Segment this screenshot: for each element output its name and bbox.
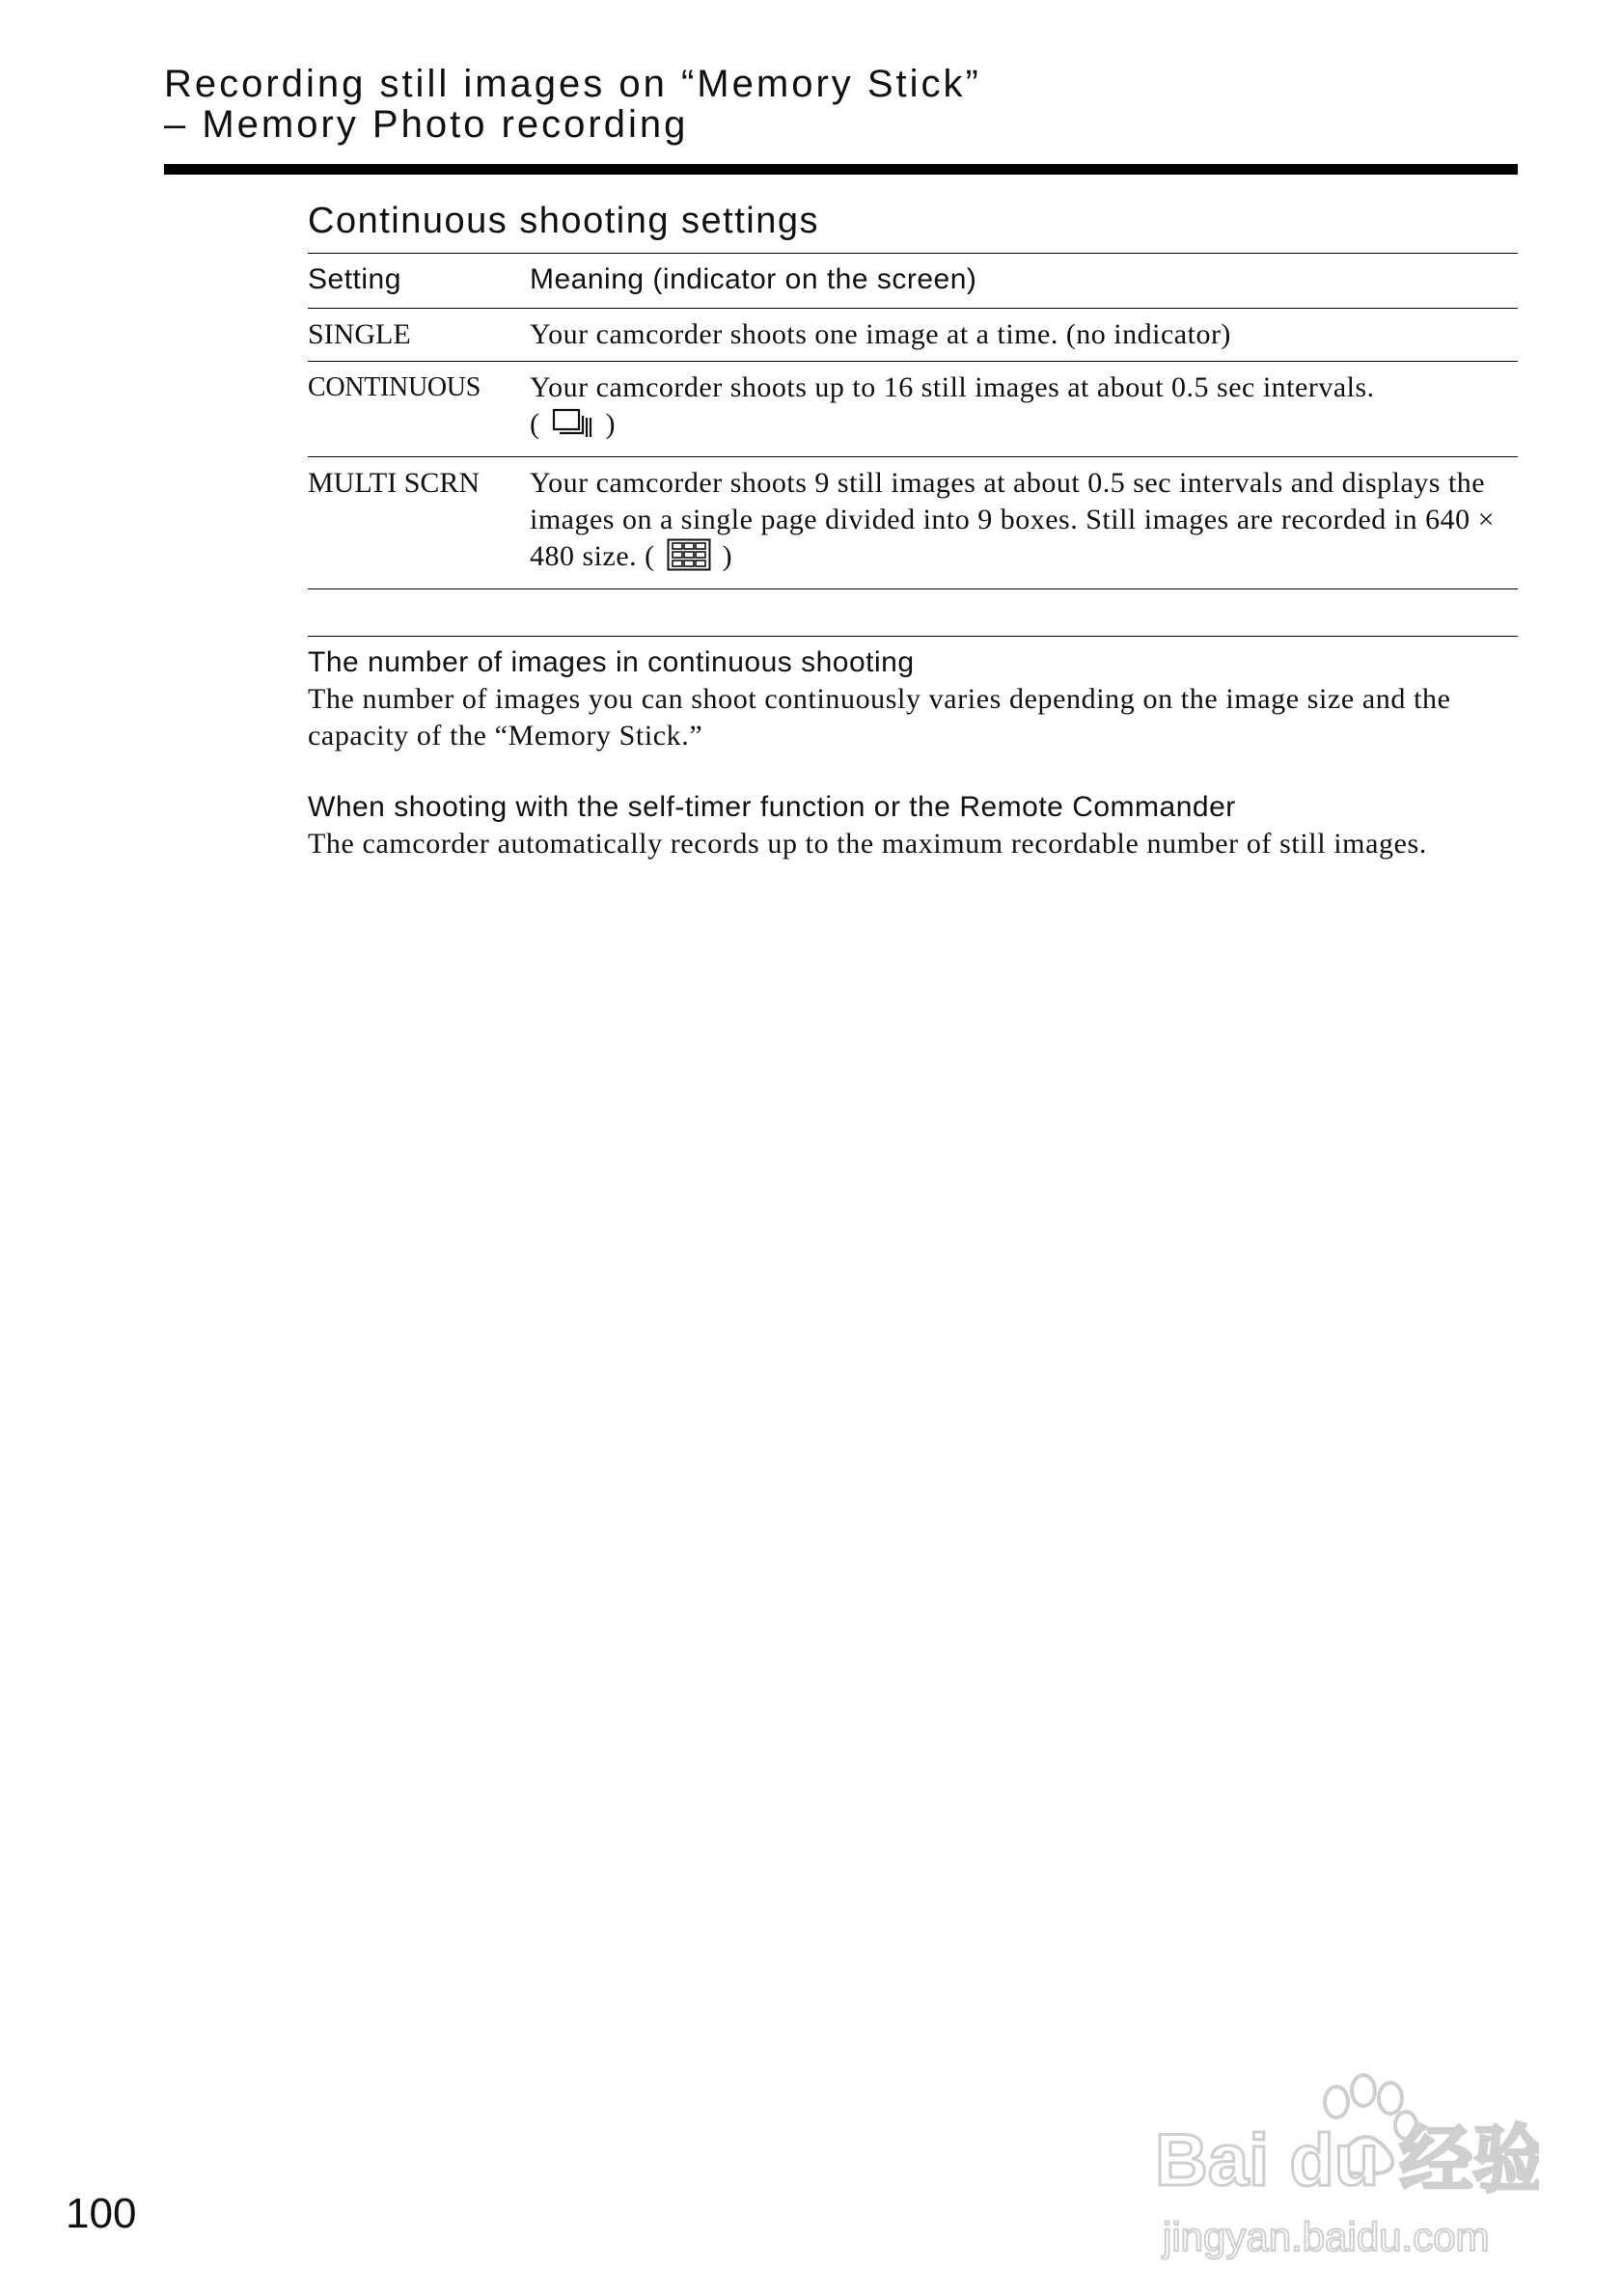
note-body: The camcorder automatically records up to the maximum recordable number of still images.: [308, 828, 1427, 860]
indicator-open-paren: (: [645, 540, 655, 572]
table-row: [308, 457, 1518, 589]
indicator-close-paren: ): [605, 408, 616, 440]
note-body: The number of images you can shoot continuously varies depending on the image size and the capacity of the “Memory Stick.”: [308, 683, 1451, 752]
indicator-close-paren: ): [722, 540, 733, 572]
indicator-open-paren: (: [530, 408, 540, 440]
continuous-icon: [552, 408, 594, 449]
note-title: The number of images in continuous shooting: [308, 646, 915, 678]
watermark-brand-text: Bai du 经验: [1155, 2119, 1539, 2201]
baidu-watermark: [1153, 2069, 1539, 2262]
table-header-setting: Setting: [308, 263, 401, 295]
meaning-single: Your camcorder shoots one image at a time. (no indicator): [530, 318, 1231, 350]
table-row: [308, 309, 1518, 362]
header-title-line1: Recording still images on “Memory Stick”: [164, 63, 981, 105]
note-continuous-count: [308, 644, 1518, 754]
meaning-multi-scrn-text: Your camcorder shoots 9 still images at about 0.5 sec intervals and displays the images on a single page divided into 9 boxes. Still images are recorded in 640 × 480 size.: [530, 467, 1496, 572]
baidu-paw-icon: [1153, 2069, 1539, 2262]
watermark-url-text: jingyan.baidu.com: [1163, 2214, 1490, 2259]
meaning-continuous-text: Your camcorder shoots up to 16 still images at about 0.5 sec intervals.: [530, 371, 1375, 403]
main-content: [308, 199, 1518, 862]
settings-table: [308, 253, 1518, 589]
page-header: [164, 64, 1525, 145]
section-title: Continuous shooting settings: [308, 201, 819, 241]
note-title: When shooting with the self-timer function or the Remote Commander: [308, 791, 1236, 823]
page-number: 100: [66, 2190, 137, 2237]
header-title-line2: – Memory Photo recording: [164, 103, 689, 146]
multi-screen-icon: [667, 538, 711, 581]
table-header-row: [308, 254, 1518, 309]
table-header-meaning: Meaning (indicator on the screen): [530, 263, 977, 295]
table-row: [308, 362, 1518, 457]
meaning-continuous: [530, 369, 1518, 449]
meaning-multi-scrn: [530, 465, 1518, 581]
notes-section: [308, 636, 1518, 862]
note-self-timer: [308, 789, 1518, 862]
setting-continuous: CONTINUOUS: [308, 372, 481, 402]
setting-single: SINGLE: [308, 318, 411, 350]
setting-multi-scrn: MULTI SCRN: [308, 467, 481, 499]
header-rule: [164, 164, 1518, 175]
